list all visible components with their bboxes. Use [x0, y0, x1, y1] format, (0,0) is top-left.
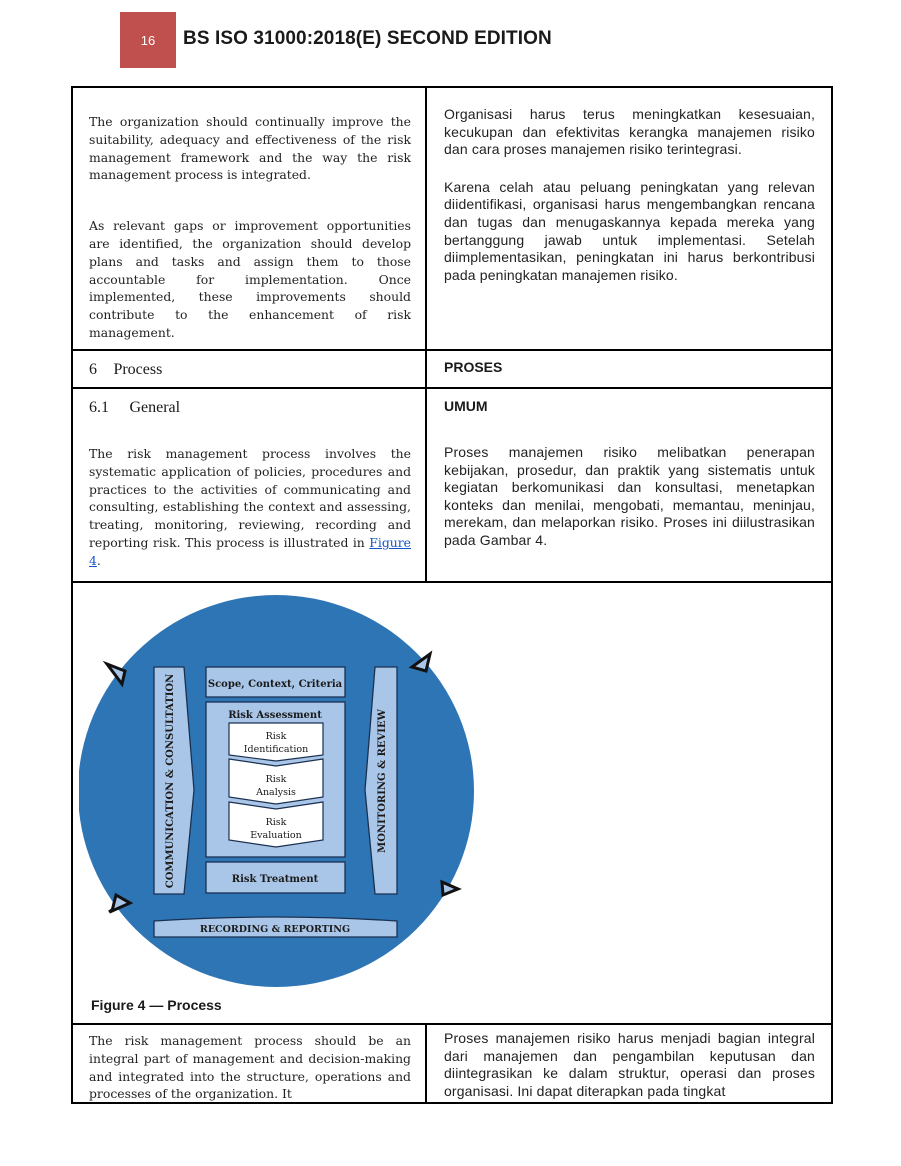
paragraph: As relevant gaps or improvement opportunities are identified, the organization should develop plans and tasks and assign them to those accountable for implementation. Once implemented, these improvements should contribute to the enhancement of risk management.: [89, 218, 411, 340]
paragraph: Proses manajemen risiko harus menjadi bagian integral dari manajemen dan pengambilan keputusan dan diintegrasikan ke dalam struktur, operasi dan proses organisasi. Ini dapat diterapkan pada tingkat: [444, 1030, 815, 1099]
subsection-number: 6.1: [89, 399, 109, 416]
page-number-badge: [120, 12, 176, 68]
paragraph: The risk management process should be an integral part of management and decision-making and integrated into the structure, operations and processes of the organization. It: [89, 1033, 411, 1102]
section-title: PROSES: [444, 359, 503, 375]
document-title: BS ISO 31000:2018(E) SECOND EDITION: [183, 28, 552, 49]
section-title: Process: [113, 361, 163, 378]
table-row: [73, 88, 831, 349]
indonesian-cell: [427, 389, 831, 581]
section-number: 6: [89, 361, 97, 378]
paragraph-text: .: [96, 552, 101, 568]
indonesian-cell: [427, 88, 831, 349]
english-cell: [73, 389, 427, 581]
risk-assessment-label: Risk Assessment: [228, 710, 322, 721]
recording-label: RECORDING & REPORTING: [199, 924, 351, 935]
step-label: Risk: [265, 817, 287, 828]
subsection-title: General: [129, 399, 181, 416]
english-cell: [73, 351, 427, 387]
bilingual-table: [71, 86, 833, 1104]
figure-row: [73, 581, 831, 1023]
step-label: Analysis: [256, 787, 296, 798]
indonesian-cell: [427, 351, 831, 387]
risk-treatment-label: Risk Treatment: [231, 874, 319, 885]
figure-4-link[interactable]: Figure 4: [89, 534, 411, 568]
figure-caption: Figure 4 — Process: [91, 997, 222, 1013]
paragraph: Organisasi harus terus meningkatkan kesesuaian, kecukupan dan efektivitas kerangka manajemen risiko dan cara proses manajemen risiko terintegrasi.: [444, 106, 815, 158]
step-label: Risk: [265, 731, 287, 742]
process-diagram: [79, 591, 479, 991]
subsection-title: UMUM: [444, 398, 488, 414]
indonesian-cell: [427, 1025, 831, 1102]
english-cell: [73, 1025, 427, 1102]
table-row: [73, 349, 831, 387]
communication-label: COMMUNICATION & CONSULTATION: [165, 673, 176, 889]
paragraph: The organization should continually improve the suitability, adequacy and effectiveness of the risk management framework and the way the risk management process is integrated.: [89, 114, 411, 183]
arrow-marker-icon: [442, 882, 458, 895]
english-cell: [73, 88, 427, 349]
paragraph-text: The risk management process involves the systematic application of policies, procedures and practices to the activities of communicating and consulting, establishing the context and assessing, treating, monitoring, reviewing, recording and reporting risk. This process is illustrated in: [89, 446, 411, 550]
scope-label: Scope, Context, Criteria: [207, 679, 343, 690]
monitoring-label: MONITORING & REVIEW: [377, 709, 388, 853]
table-row: [73, 387, 831, 581]
step-identification: [229, 723, 323, 761]
paragraph: [89, 445, 411, 570]
paragraph: Karena celah atau peluang peningkatan yang relevan diidentifikasi, organisasi harus mengembangkan rencana dan tugas dan menugaskannya kepada mereka yang bertanggung jawab untuk implementasi. Setelah diimplementasikan, peningkatan ini harus berkontribusi pada peningkatan manajemen risiko.: [444, 178, 815, 283]
step-label: Risk: [265, 774, 287, 785]
step-label: Evaluation: [250, 830, 302, 841]
step-label: Identification: [243, 744, 309, 755]
table-row: [73, 1023, 831, 1102]
paragraph: Proses manajemen risiko melibatkan penerapan kebijakan, prosedur, dan praktik yang sistematis untuk kegiatan berkomunikasi dan konsultasi, menetapkan konteks dan menilai, mengobati, memantau, meninjau, merekam, dan melaporkan risiko. Proses ini diilustrasikan pada Gambar 4.: [444, 444, 815, 548]
page-number: 16: [140, 32, 156, 48]
